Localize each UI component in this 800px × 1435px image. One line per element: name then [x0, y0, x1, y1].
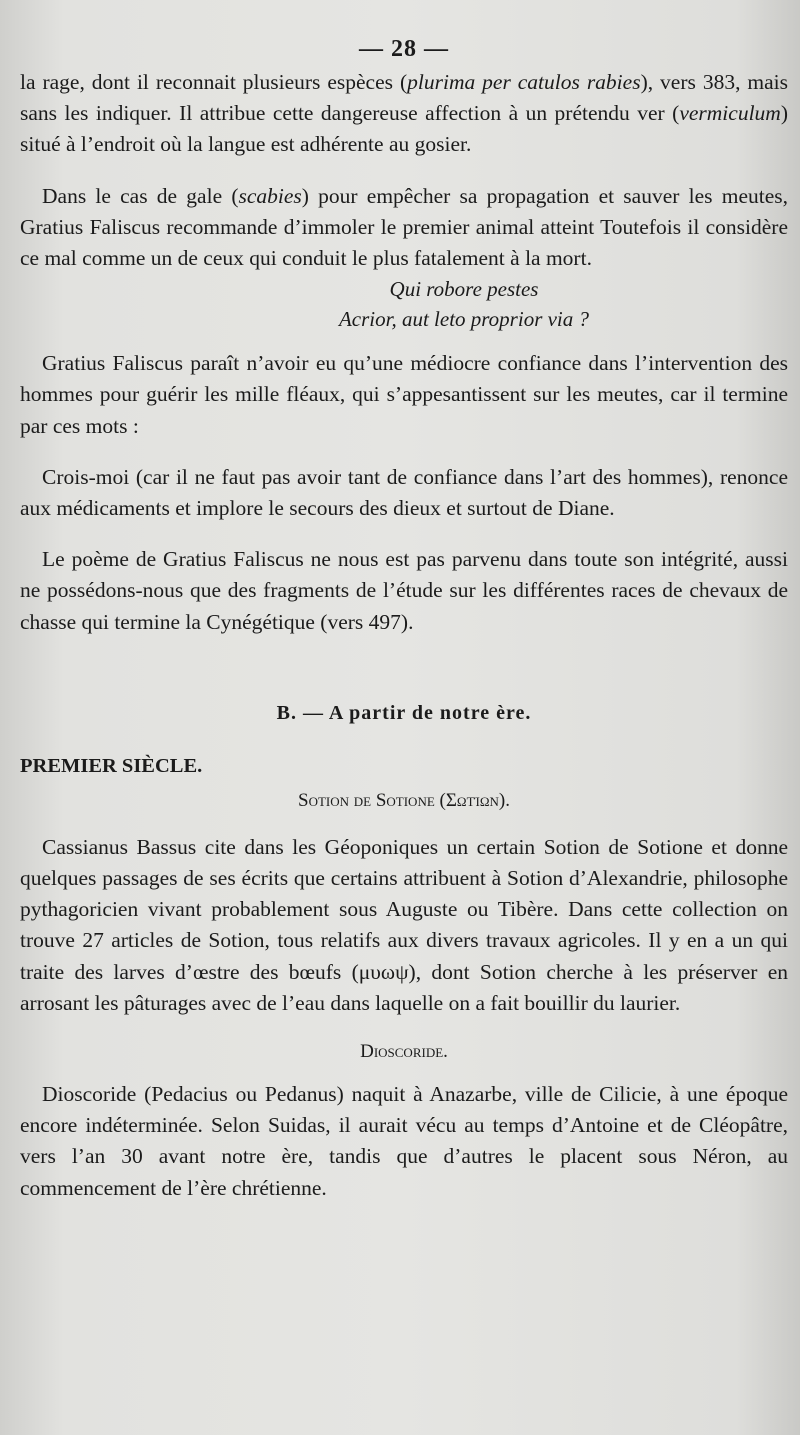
century-heading: PREMIER SIÈCLE. — [20, 754, 203, 777]
paragraph-poeme: Le poème de Gratius Faliscus ne nous est pas parvenu dans toute son intégrité, aussi ne possédons-nous que des fragments de l’étude sur les différentes races de chevaux de chasse qui termine la Cynégétique (vers 497). — [20, 547, 788, 634]
text-run: la rage, dont il reconnait plusieurs espèces ( — [20, 70, 408, 94]
text-run: Dans le cas de gale ( — [42, 183, 239, 208]
latin-verse-line-1: Qui robore pestes — [389, 277, 539, 302]
latin-term: plurima per catulos rabies — [407, 70, 641, 94]
paragraph-confiance: Gratius Faliscus paraît n’avoir eu qu’une médiocre confiance dans l’intervention des hommes pour guérir les mille fléaux, qui s’appesantissent sur les meutes, car il termine par ces mots : — [20, 351, 788, 438]
paragraph-dioscoride: Dioscoride (Pedacius ou Pedanus) naquit à Anazarbe, ville de Cilicie, à une époque encore indéterminée. Selon Suidas, il aurait vécu au temps d’Antoine et de Cléopâtre, vers l’an 30 avant notre ère, tandis que d’autres le placent sous Néron, au commencement de l’ère chrétienne. — [20, 1082, 788, 1200]
text-run: ) situé à l’endroit où la langue est adhérente au gosier. — [20, 101, 788, 157]
paragraph-gale — [20, 181, 788, 275]
paragraph-rage — [20, 67, 788, 161]
author-heading-dioscoride: Dioscoride. — [360, 1041, 448, 1063]
author-heading-sotion: Sotion de Sotione (Σωτίων). — [298, 789, 510, 811]
page-number: — 28 — — [359, 36, 449, 62]
paragraph-crois-moi: Crois-moi (car il ne faut pas avoir tant de confiance dans l’art des hommes), renonce aux médicaments et implore le secours des dieux et surtout de Diane. — [20, 464, 788, 521]
latin-term: scabies — [238, 183, 302, 208]
section-heading-b: B. — A partir de notre ère. — [276, 701, 532, 724]
text-run: ), vers 383, mais sans les indiquer. Il attribue cette dangereuse affection à un prétendu ver ( — [20, 70, 789, 126]
latin-verse-line-2: Acrior, aut leto proprior via ? — [338, 307, 590, 332]
latin-term: vermiculum — [679, 101, 781, 126]
paragraph-sotion: Cassianus Bassus cite dans les Géoponiques un certain Sotion de Sotione et donne quelques passages de ses écrits que certains attribuent à Sotion d’Alexandrie, philosophe pythagoricien vivant probablement sous Auguste ou Tibère. Dans cette collection on trouve 27 articles de Sotion, tous relatifs aux divers travaux agricoles. Il y en a un qui traite des larves d’œstre des bœufs (μυωψ), dont Sotion cherche à les préserver en arrosant les pâturages avec de l’eau dans laquelle on a fait bouillir du laurier. — [20, 834, 788, 1015]
text-run: ) pour empêcher sa propagation et sauver les meutes, Gratius Faliscus recommande d’immoler le premier animal atteint Toutefois il considère ce mal comme un de ceux qui conduit le plus fatalement à la mort. — [20, 183, 788, 271]
